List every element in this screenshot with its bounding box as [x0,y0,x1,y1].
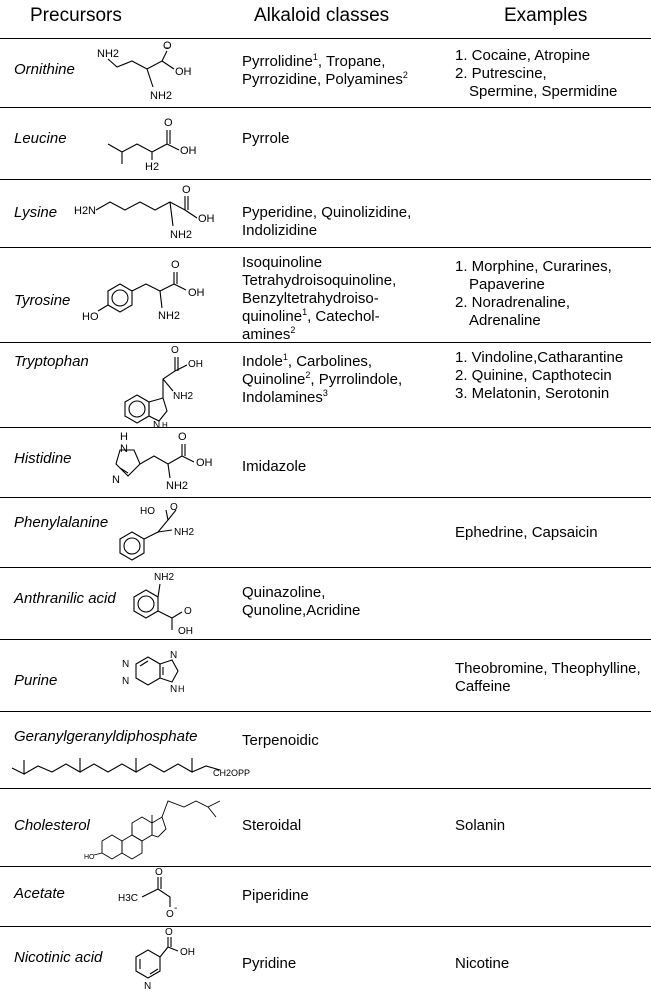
header-precursors: Precursors [30,5,122,26]
table-row-tryptophan [0,343,651,431]
examples: Nicotine [455,955,510,972]
anthranilic-acid-structure-icon [120,568,220,645]
header-alkaloid-classes: Alkaloid classes [254,5,390,26]
examples: 1. Morphine, Curarines, Papaverine 2. Noradrenaline, Adrenaline [455,258,612,329]
label-minus: - [174,903,178,914]
precursor-name: Acetate [14,885,65,902]
label-nh2: NH2 [174,527,195,538]
label-oh: OH [188,287,205,299]
phenylalanine-structure-icon [110,498,220,573]
alkaloid-classes: Pyridine [242,955,297,972]
table-row-tyrosine [0,248,651,343]
label-o: O [171,345,179,356]
label-nh2: NH2 [170,229,193,241]
table-row-leucine [0,108,651,180]
label-oh: OH [178,626,193,637]
header-examples: Examples [504,5,588,26]
alkaloid-classes: Piperidine [242,887,309,904]
tyrosine-structure-icon [82,248,232,348]
table-row-lysine [0,180,651,248]
label-oh: OH [175,66,192,78]
label-oh: OH [188,359,203,370]
label-n-top: N [120,443,128,455]
table-row-purine [0,640,651,712]
alkaloid-classes: Imidazole [242,458,307,475]
alkaloid-classes: Quinazoline, Qunoline,Acridine [242,584,361,619]
ggpp-structure-icon [8,746,251,791]
label-o: O [163,40,172,52]
table-row-ornithine [0,38,651,108]
label-h2n: H2N [74,205,97,217]
label-o: O [164,117,173,129]
label-o: O [184,606,192,617]
precursor-name: Tryptophan [14,353,89,370]
precursor-name: Lysine [14,204,58,221]
table-row-geranylgeranyldiphosphate [0,712,651,789]
label-n1: N [122,659,130,670]
label-h2: H2 [145,161,160,173]
alkaloid-classes: Steroidal [242,817,302,834]
label-o-top: O [155,867,163,878]
label-nh2: NH2 [173,391,194,402]
label-ho: HO [140,506,155,517]
tryptophan-structure-icon [115,343,225,433]
examples: Theobromine, Theophylline, Caffeine [455,660,641,695]
precursor-name: Histidine [14,450,72,467]
precursor-name: Leucine [14,130,67,147]
label-ch2opp: CH2OPP [213,768,251,778]
label-ho: HO [82,311,99,323]
examples: 1. Cocaine, Atropine 2. Putrescine, Spermine, Spermidine [455,47,618,100]
label-h: H [120,431,128,443]
examples: Solanin [455,817,506,834]
nicotinic-acid-structure-icon [118,927,208,1005]
table-row-phenylalanine [0,498,651,568]
table-header [0,0,651,38]
cholesterol-structure-icon [84,789,248,872]
table-row-acetate [0,867,651,927]
label-nh2: NH2 [154,572,175,583]
examples: 1. Vindoline,Catharantine 2. Quinine, Capthotecin 3. Melatonin, Serotonin [455,349,624,402]
lysine-structure-icon [70,180,230,253]
label-n7: N [170,650,178,661]
alkaloid-classes: Indole$^1$, Carbolines, Quinoline$^2$, Pyrrolindole, Indolamines$^3$ [242,352,403,406]
purine-structure-icon [118,640,198,717]
label-o: O [182,184,191,196]
table-row-nicotinic-acid [0,927,651,1000]
label-oh: OH [180,145,197,157]
label-o: O [178,431,187,443]
label-h3c: H3C [118,893,139,904]
label-nh2-alpha: NH2 [150,90,173,102]
label-nh2: NH2 [166,480,189,492]
label-h: H [178,684,185,694]
table-row-anthranilic-acid [0,568,651,640]
examples: Ephedrine, Capsaicin [455,524,598,541]
label-o: O [171,259,180,271]
precursor-name: Geranylgeranyldiphosphate [14,728,198,745]
precursor-name: Nicotinic acid [14,949,103,966]
precursor-name: Tyrosine [14,292,71,309]
alkaloid-classes: Pyrrolidine$^1$, Tropane, Pyrrozidine, Polyamines$^2$ [242,52,408,88]
label-n-bottom: N [112,474,120,486]
precursor-name: Cholesterol [14,817,90,834]
histidine-structure-icon [108,428,238,503]
label-ho: HO [84,854,95,861]
label-h: H [162,421,168,430]
label-n3: N [122,676,130,687]
alkaloid-classes: Terpenoidic [242,732,319,749]
label-nh2: NH2 [97,48,120,60]
precursor-name: Anthranilic acid [14,590,116,607]
acetate-structure-icon [118,867,198,932]
table-row-histidine [0,428,651,498]
precursor-name: Phenylalanine [14,514,109,531]
label-n9: N [170,684,178,695]
precursor-name: Purine [14,672,58,689]
label-o-bottom: O [166,909,174,920]
alkaloid-classes: Pyrrole [242,130,290,147]
table-row-cholesterol [0,789,651,867]
precursor-name: Ornithine [14,61,75,78]
alkaloid-classes: Pyperidine, Quinolizidine, Indolizidine [242,204,412,239]
ornithine-structure-icon [95,39,225,114]
label-oh: OH [198,213,215,225]
label-oh: OH [180,947,195,958]
label-n: N [144,981,152,992]
label-o: O [165,927,173,938]
label-n: N [153,420,161,431]
label-oh: OH [196,457,213,469]
alkaloid-classes: Isoquinoline Tetrahydroisoquinoline, Benzyltetrahydroiso-quinoline$^1$, Catechol-amines$^2$ [242,254,397,343]
leucine-structure-icon [100,108,210,185]
label-o: O [170,502,178,513]
label-nh2: NH2 [158,310,181,322]
